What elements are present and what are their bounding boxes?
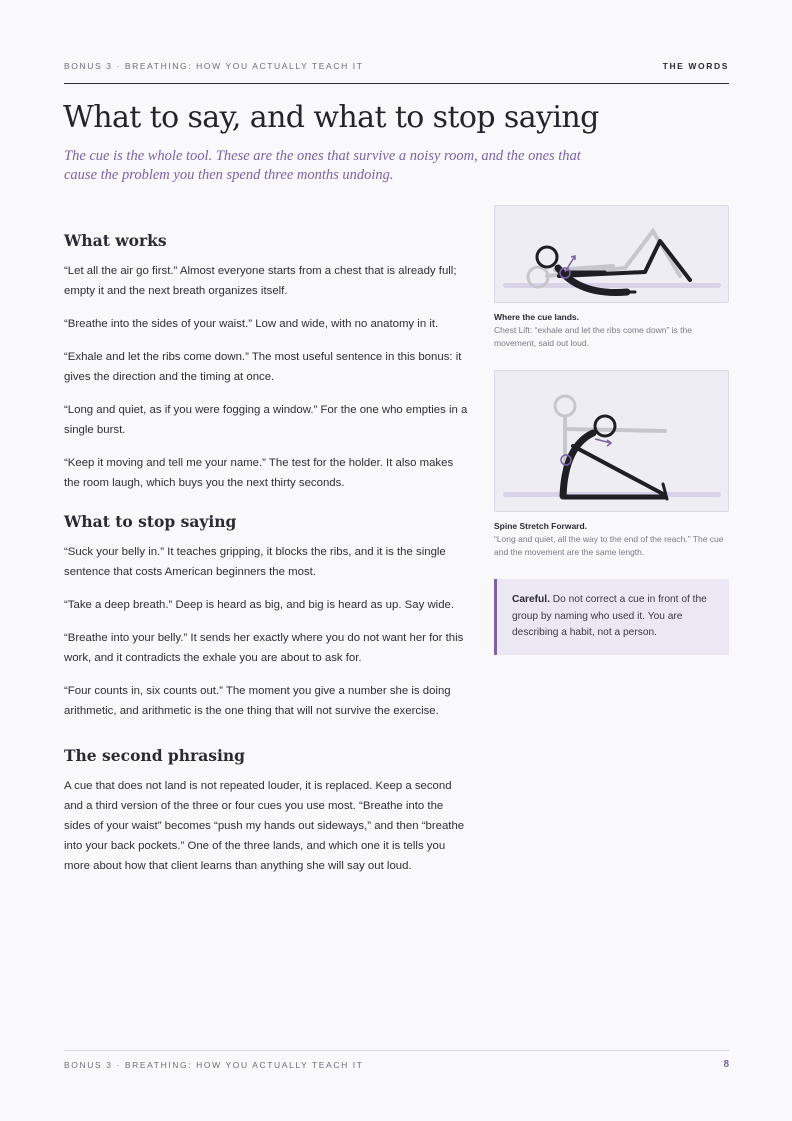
- cue-item: “Keep it moving and tell me your name.” The test for the holder. It also makes the room laugh, which buys you the next thirty seconds.: [64, 457, 454, 489]
- header-running-title: BONUS 3 · BREATHING: HOW YOU ACTUALLY TEACH IT: [64, 61, 364, 71]
- section-heading-second-phrasing: The second phrasing: [64, 746, 245, 765]
- cue-item: “Take a deep breath.” Deep is heard as big, and big is heard as up. Say wide.: [64, 599, 455, 611]
- page-subtitle: The cue is the whole tool. These are the ones that survive a noisy room, and the ones that cause the problem you then spend three months undoing.: [64, 148, 581, 183]
- spine-stretch-drawing: [495, 371, 728, 511]
- careful-callout: [494, 579, 729, 655]
- spine-stretch-illustration: [494, 370, 729, 512]
- cue-item: “Breathe into the sides of your waist.” Low and wide, with no anatomy in it.: [64, 318, 439, 330]
- figure-caption-title: Spine Stretch Forward.: [494, 521, 588, 531]
- figure-chest-lift: [494, 205, 729, 350]
- page-title: What to say, and what to stop saying: [63, 100, 599, 135]
- figure-caption: Chest Lift: “exhale and let the ribs come down” is the movement, said out loud.: [494, 325, 692, 348]
- page-number: 8: [723, 1059, 729, 1070]
- figure-caption-title: Where the cue lands.: [494, 312, 580, 322]
- chest-lift-illustration: [494, 205, 729, 303]
- cue-item: “Four counts in, six counts out.” The moment you give a number she is doing arithmetic, and arithmetic is the one thing that will not survive the exercise.: [64, 685, 451, 717]
- figure-spine-stretch: [494, 370, 729, 559]
- ghost-figure: [528, 231, 680, 287]
- callout-label: Careful.: [512, 594, 550, 605]
- footer-running-title: BONUS 3 · BREATHING: HOW YOU ACTUALLY TEACH IT: [64, 1060, 364, 1070]
- main-column: [64, 229, 469, 876]
- second-phrasing-body: A cue that does not land is not repeated louder, it is replaced. Keep a second and a third version of the three or four cues you use most. “Breathe into the sides of your waist” becomes “push my hands out sideways,” and then “breathe into your back pockets.” One of the three lands, and which one it is tells you more about how that client learns than anything she will say out loud.: [64, 780, 465, 872]
- cue-item: “Breathe into your belly.” It sends her exactly where you do not want her for this work, and it contradicts the exhale you are about to ask for.: [64, 632, 464, 664]
- cue-item: “Long and quiet, as if you were fogging a window.” For the one who empties in a single burst.: [64, 404, 468, 436]
- section-heading-what-works: What works: [64, 231, 167, 250]
- page-footer: [64, 1050, 729, 1070]
- figure-caption: “Long and quiet, all the way to the end of the reach.” The cue and the movement are the same length.: [494, 534, 724, 557]
- cue-item: “Exhale and let the ribs come down.” The most useful sentence in this bonus: it gives the direction and the timing at once.: [64, 351, 462, 383]
- header-section-label: THE WORDS: [662, 61, 729, 71]
- chest-lift-drawing: [495, 206, 728, 302]
- callout-text: Do not correct a cue in front of the group by naming who used it. You are describing a habit, not a person.: [512, 594, 707, 638]
- cue-item: “Suck your belly in.” It teaches gripping, it blocks the ribs, and it is the single sentence that costs American beginners the most.: [64, 546, 446, 578]
- section-heading-what-to-stop: What to stop saying: [64, 512, 237, 531]
- page-header: [64, 61, 729, 84]
- cue-item: “Let all the air go first.” Almost everyone starts from a chest that is already full; empty it and the next breath organizes itself.: [64, 265, 457, 297]
